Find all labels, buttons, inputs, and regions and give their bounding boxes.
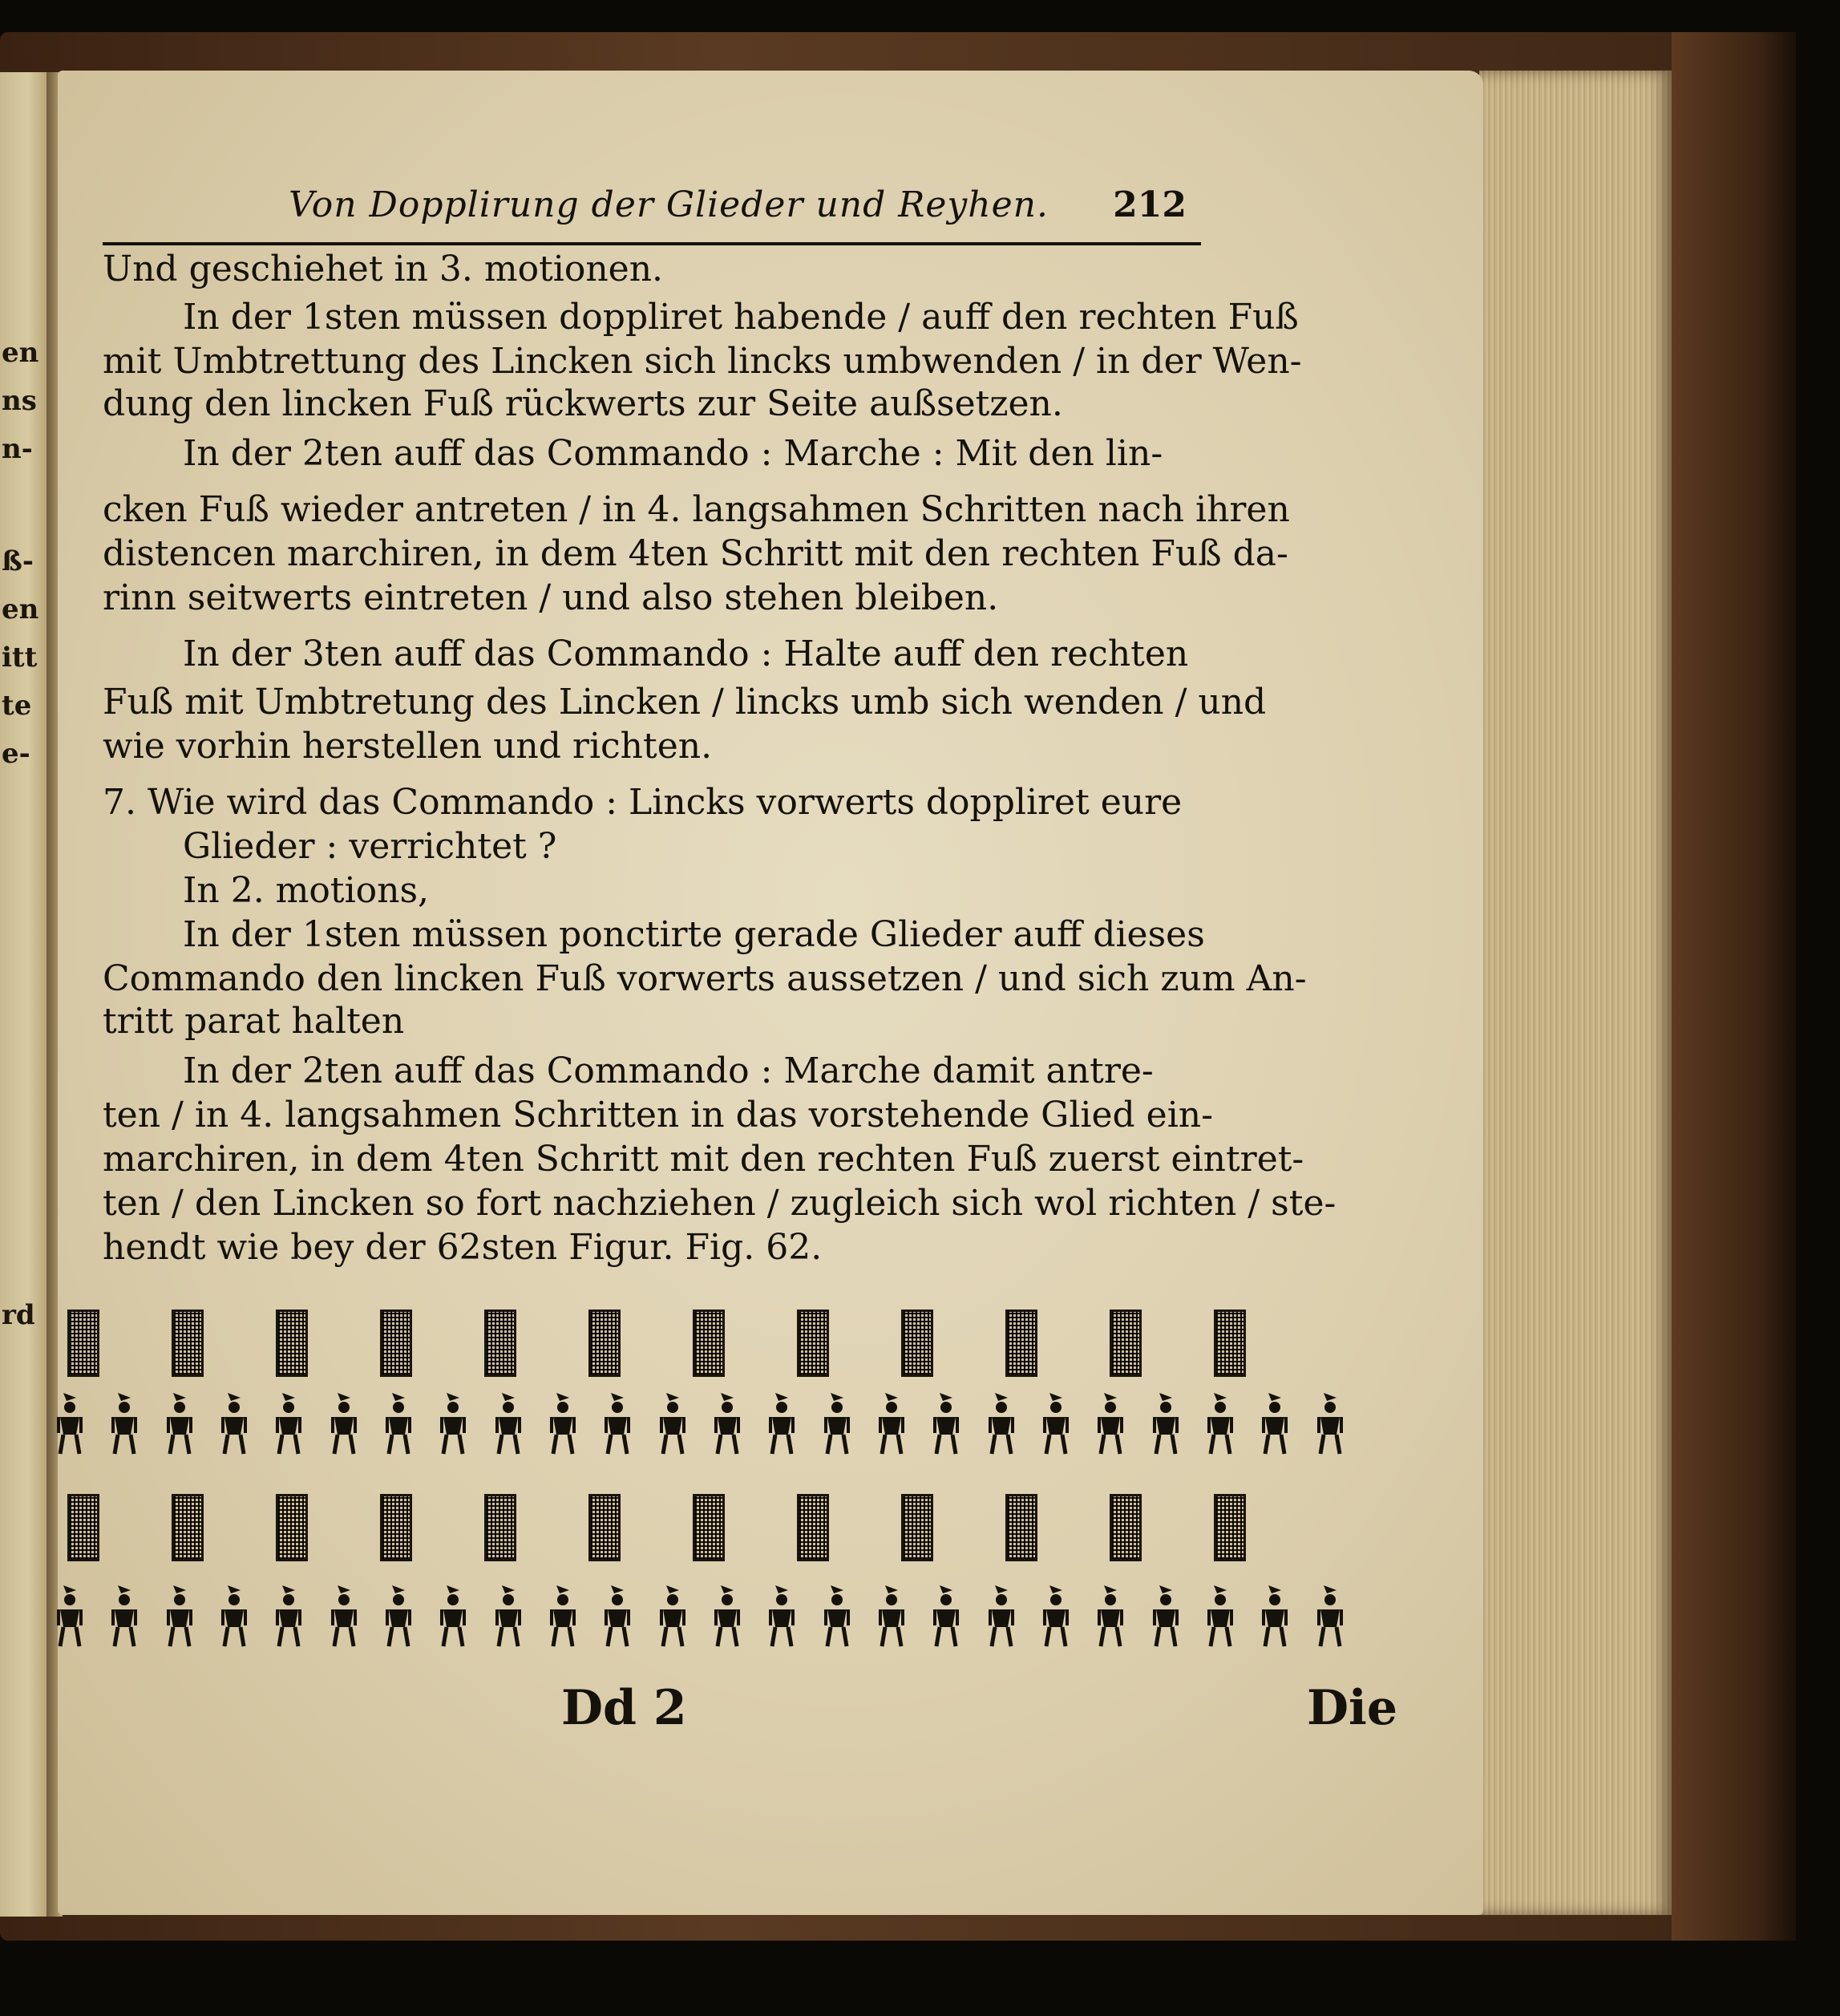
- soldier-icon: [110, 1582, 139, 1650]
- soldier-icon: [1041, 1390, 1070, 1457]
- page-edges: [1479, 71, 1672, 1915]
- left-page-fragment: ß-: [2, 545, 34, 577]
- body-line: hendt wie bey der 62sten Figur. Fig. 62.: [103, 1227, 823, 1268]
- left-page-fragment: te: [2, 690, 32, 722]
- soldier-icon: [55, 1390, 84, 1457]
- soldier-icon: [1206, 1390, 1235, 1457]
- soldier-icon: [877, 1390, 906, 1457]
- body-line: tritt parat halten: [103, 1001, 405, 1042]
- body-line: In der 3ten auff das Commando : Halte auff den rechten: [183, 634, 1189, 674]
- left-page-fragment: n-: [2, 433, 33, 465]
- body-line: dung den lincken Fuß rückwerts zur Seite außsetzen.: [103, 383, 1063, 424]
- rank-block: [172, 1310, 204, 1377]
- left-page-edge-text: [0, 72, 47, 1917]
- soldier-icon: [823, 1582, 851, 1650]
- left-page-fragment: itt: [2, 642, 38, 674]
- block-row: [51, 1303, 1398, 1391]
- rank-block: [588, 1494, 621, 1561]
- rank-block: [1110, 1494, 1142, 1561]
- soldier-icon: [658, 1582, 687, 1650]
- soldier-icon: [274, 1582, 303, 1650]
- soldier-icon: [658, 1390, 687, 1457]
- running-header: [289, 184, 1187, 233]
- body-line: 7. Wie wird das Commando : Lincks vorwerts doppliret eure: [103, 782, 1183, 823]
- body-line: mit Umbtrettung des Lincken sich lincks umbwenden / in der Wen-: [103, 341, 1302, 382]
- body-line: In der 2ten auff das Commando : Marche damit antre-: [183, 1051, 1154, 1091]
- signature-mark: Dd 2: [561, 1680, 687, 1736]
- soldier-icon: [384, 1390, 413, 1457]
- soldier-icon: [1316, 1582, 1345, 1650]
- left-page-fragment: en: [2, 337, 39, 369]
- rank-block: [797, 1494, 829, 1561]
- rank-block: [484, 1494, 516, 1561]
- soldier-icon: [1096, 1582, 1125, 1650]
- running-title: Von Dopplirung der Glieder und Reyhen.: [289, 184, 1049, 225]
- soldier-icon: [274, 1390, 303, 1457]
- soldier-icon: [987, 1390, 1016, 1457]
- rank-block: [67, 1494, 99, 1561]
- soldier-icon: [1206, 1582, 1235, 1650]
- book-cover-edge: [1672, 32, 1796, 1941]
- rank-block: [276, 1494, 308, 1561]
- rank-block: [67, 1310, 99, 1377]
- rank-block: [276, 1310, 308, 1377]
- soldier-icon: [767, 1390, 796, 1457]
- soldier-row: [51, 1576, 1398, 1664]
- soldier-icon: [603, 1390, 632, 1457]
- body-line: distencen marchiren, in dem 4ten Schritt mit den rechten Fuß da-: [103, 533, 1288, 574]
- soldier-icon: [548, 1582, 577, 1650]
- header-rule: [103, 242, 1201, 245]
- rank-block: [901, 1310, 933, 1377]
- soldier-icon: [932, 1390, 960, 1457]
- body-line: Fuß mit Umbtretung des Lincken / lincks umb sich wenden / und: [103, 682, 1267, 723]
- block-row: [51, 1488, 1398, 1576]
- body-line: Commando den lincken Fuß vorwerts aussetzen / und sich zum An-: [103, 958, 1307, 999]
- body-line: marchiren, in dem 4ten Schritt mit den rechten Fuß zuerst eintret-: [103, 1139, 1304, 1180]
- catchword: Die: [1307, 1680, 1397, 1736]
- soldier-icon: [823, 1390, 851, 1457]
- soldier-icon: [494, 1390, 523, 1457]
- soldier-icon: [1260, 1582, 1289, 1650]
- soldier-row: [51, 1383, 1398, 1472]
- body-line: rinn seitwerts eintreten / und also stehen bleiben.: [103, 577, 999, 618]
- rank-block: [1214, 1494, 1246, 1561]
- body-line: In der 2ten auff das Commando : Marche : Mit den lin-: [183, 433, 1163, 474]
- body-line: ten / den Lincken so fort nachziehen / zugleich sich wol richten / ste-: [103, 1183, 1337, 1224]
- rank-block: [380, 1494, 412, 1561]
- body-line: Glieder : verrichtet ?: [183, 826, 557, 867]
- rank-block: [693, 1310, 725, 1377]
- soldier-icon: [55, 1582, 84, 1650]
- rank-block: [588, 1310, 621, 1377]
- body-line: In 2. motions,: [183, 870, 430, 911]
- body-line: Und geschiehet in 3. motionen.: [103, 249, 664, 289]
- soldier-icon: [1260, 1390, 1289, 1457]
- soldier-icon: [220, 1390, 249, 1457]
- soldier-icon: [1041, 1582, 1070, 1650]
- rank-block: [693, 1494, 725, 1561]
- rank-block: [484, 1310, 516, 1377]
- rank-block: [172, 1494, 204, 1561]
- body-line: wie vorhin herstellen und richten.: [103, 726, 713, 767]
- body-line: In der 1sten müssen ponctirte gerade Glieder auff dieses: [183, 914, 1205, 955]
- rank-block: [1214, 1310, 1246, 1377]
- soldier-icon: [330, 1582, 358, 1650]
- rank-block: [901, 1494, 933, 1561]
- rank-block: [1005, 1310, 1037, 1377]
- soldier-icon: [439, 1582, 467, 1650]
- rank-block: [380, 1310, 412, 1377]
- page-number: 212: [1113, 184, 1187, 225]
- soldier-icon: [1151, 1390, 1180, 1457]
- soldier-icon: [767, 1582, 796, 1650]
- soldier-icon: [877, 1582, 906, 1650]
- soldier-icon: [1151, 1582, 1180, 1650]
- soldier-icon: [110, 1390, 139, 1457]
- left-page-fragment: rd: [2, 1299, 35, 1331]
- soldier-icon: [494, 1582, 523, 1650]
- left-page-fragment: e-: [2, 738, 30, 770]
- soldier-icon: [1096, 1390, 1125, 1457]
- soldier-icon: [932, 1582, 960, 1650]
- soldier-icon: [220, 1582, 249, 1650]
- soldier-icon: [1316, 1390, 1345, 1457]
- soldier-icon: [384, 1582, 413, 1650]
- left-page-fragment: en: [2, 593, 39, 625]
- rank-block: [1110, 1310, 1142, 1377]
- body-line: In der 1sten müssen doppliret habende / auff den rechten Fuß: [183, 297, 1299, 338]
- soldier-icon: [713, 1582, 742, 1650]
- body-line: ten / in 4. langsahmen Schritten in das vorstehende Glied ein-: [103, 1095, 1213, 1136]
- left-page: [0, 72, 47, 1917]
- body-line: cken Fuß wieder antreten / in 4. langsahmen Schritten nach ihren: [103, 489, 1290, 530]
- soldier-icon: [165, 1390, 194, 1457]
- left-page-fragment: ns: [2, 385, 37, 417]
- soldier-icon: [987, 1582, 1016, 1650]
- rank-block: [1005, 1494, 1037, 1561]
- soldier-icon: [713, 1390, 742, 1457]
- soldier-icon: [330, 1390, 358, 1457]
- soldier-icon: [603, 1582, 632, 1650]
- soldier-icon: [548, 1390, 577, 1457]
- soldier-icon: [439, 1390, 467, 1457]
- figure-62: [51, 1287, 1398, 1640]
- rank-block: [797, 1310, 829, 1377]
- soldier-icon: [165, 1582, 194, 1650]
